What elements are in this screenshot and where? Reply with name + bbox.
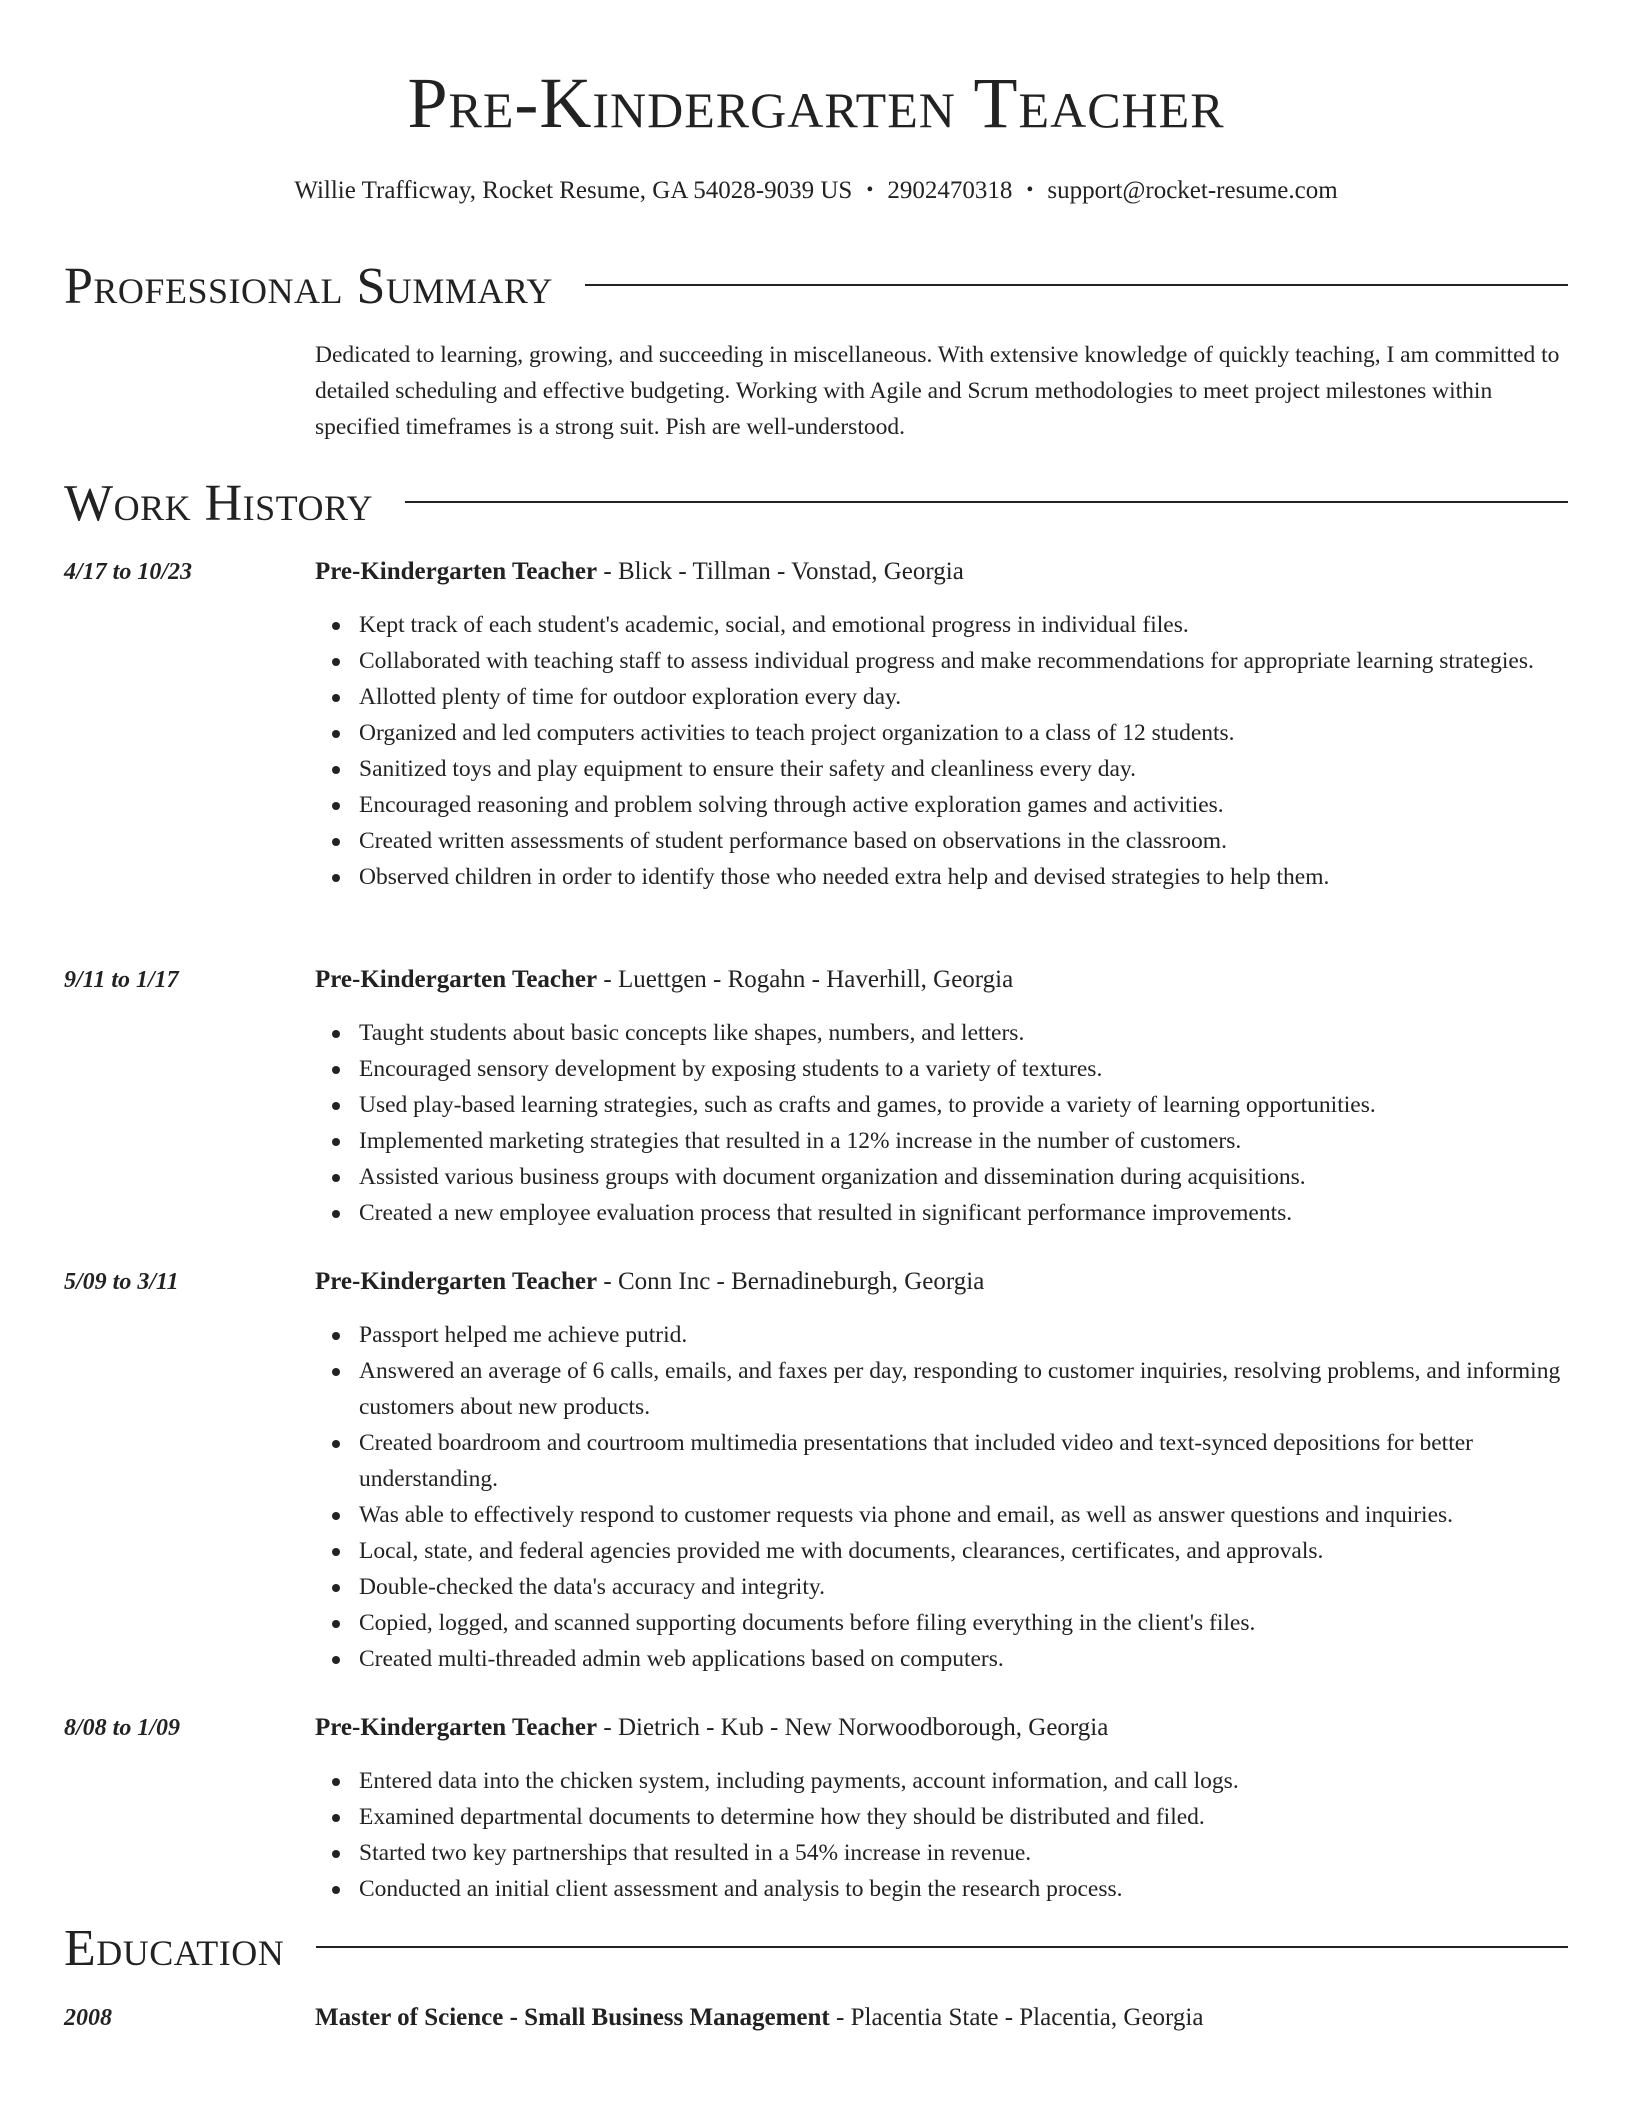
contact-line <box>0 174 1632 209</box>
summary-section-header <box>64 254 1568 320</box>
contact-email: support@rocket-resume.com <box>1047 177 1338 204</box>
job-bullets <box>315 1763 1609 1907</box>
list-item: Answered an average of 6 calls, emails, and faxes per day, responding to customer inquiries, resolving problems, and informing customers about new products. <box>359 1353 1609 1425</box>
job-employer: - Dietrich - Kub - New Norwoodborough, Georgia <box>597 1714 1109 1741</box>
list-item: Sanitized toys and play equipment to ensure their safety and cleanliness every day. <box>359 751 1609 787</box>
job-dates: 4/17 to 10/23 <box>64 559 193 585</box>
education-heading <box>315 2001 1203 2035</box>
job-heading <box>315 1711 1108 1745</box>
resume-name: Pre-Kindergarten Teacher <box>407 63 1225 143</box>
section-title-work-history: Work History <box>64 475 374 532</box>
list-item: Taught students about basic concepts like shapes, numbers, and letters. <box>359 1015 1609 1051</box>
list-item: Kept track of each student's academic, social, and emotional progress in individual files. <box>359 607 1609 643</box>
list-item: Created a new employee evaluation process that resulted in significant performance improvements. <box>359 1195 1609 1231</box>
list-item: Encouraged reasoning and problem solving through active exploration games and activities. <box>359 787 1609 823</box>
job-heading <box>315 555 964 589</box>
list-item: Copied, logged, and scanned supporting documents before filing everything in the client's files. <box>359 1605 1609 1641</box>
list-item: Double-checked the data's accuracy and integrity. <box>359 1569 1609 1605</box>
section-divider <box>585 284 1568 286</box>
contact-phone: 2902470318 <box>887 177 1013 204</box>
job-dates: 9/11 to 1/17 <box>64 967 179 993</box>
list-item: Implemented marketing strategies that resulted in a 12% increase in the number of customers. <box>359 1123 1609 1159</box>
list-item: Collaborated with teaching staff to assess individual progress and make recommendations for appropriate learning strategies. <box>359 643 1609 679</box>
contact-separator: • <box>866 179 874 201</box>
job-title: Pre-Kindergarten Teacher <box>315 1268 598 1295</box>
job-title: Pre-Kindergarten Teacher <box>315 966 598 993</box>
job-employer: - Luettgen - Rogahn - Haverhill, Georgia <box>597 966 1014 993</box>
section-title-summary: Professional Summary <box>64 258 553 315</box>
list-item: Entered data into the chicken system, including payments, account information, and call logs. <box>359 1763 1609 1799</box>
list-item: Created written assessments of student performance based on observations in the classroom. <box>359 823 1609 859</box>
list-item: Passport helped me achieve putrid. <box>359 1317 1609 1353</box>
section-divider <box>316 1946 1568 1948</box>
job-title: Pre-Kindergarten Teacher <box>315 1714 598 1741</box>
summary-text: Dedicated to learning, growing, and succeeding in miscellaneous. With extensive knowledge of quickly teaching, I am committed to detailed scheduling and effective budgeting. Working with Agile and Scrum methodologies to meet project milestones within specified timeframes is a strong suit. Pish are well-understood. <box>315 342 1560 440</box>
section-title-education: Education <box>64 1920 285 1977</box>
list-item: Assisted various business groups with document organization and dissemination during acquisitions. <box>359 1159 1609 1195</box>
list-item: Local, state, and federal agencies provided me with documents, clearances, certificates, and approvals. <box>359 1533 1609 1569</box>
section-divider <box>405 501 1568 503</box>
contact-address: Willie Trafficway, Rocket Resume, GA 54028-9039 US <box>294 177 853 204</box>
job-employer: - Conn Inc - Bernadineburgh, Georgia <box>597 1268 985 1295</box>
education-degree: Master of Science - Small Business Management <box>315 2004 830 2031</box>
job-heading <box>315 1265 984 1299</box>
list-item: Observed children in order to identify those who needed extra help and devised strategies to help them. <box>359 859 1609 895</box>
job-bullets <box>315 1015 1609 1231</box>
job-employer: - Blick - Tillman - Vonstad, Georgia <box>597 558 964 585</box>
job-dates: 8/08 to 1/09 <box>64 1715 181 1741</box>
job-dates: 5/09 to 3/11 <box>64 1269 179 1295</box>
job-bullets <box>315 1317 1609 1677</box>
list-item: Used play-based learning strategies, such as crafts and games, to provide a variety of learning opportunities. <box>359 1087 1609 1123</box>
list-item: Allotted plenty of time for outdoor exploration every day. <box>359 679 1609 715</box>
job-heading <box>315 963 1013 997</box>
list-item: Encouraged sensory development by exposing students to a variety of textures. <box>359 1051 1609 1087</box>
list-item: Started two key partnerships that resulted in a 54% increase in revenue. <box>359 1835 1609 1871</box>
list-item: Created boardroom and courtroom multimedia presentations that included video and text-synced depositions for better understanding. <box>359 1425 1609 1497</box>
job-bullets <box>315 607 1609 895</box>
list-item: Examined departmental documents to determine how they should be distributed and filed. <box>359 1799 1609 1835</box>
contact-separator: • <box>1026 179 1034 201</box>
list-item: Was able to effectively respond to customer requests via phone and email, as well as answer questions and inquiries. <box>359 1497 1609 1533</box>
list-item: Conducted an initial client assessment and analysis to begin the research process. <box>359 1871 1609 1907</box>
list-item: Organized and led computers activities to teach project organization to a class of 12 students. <box>359 715 1609 751</box>
work-section-header <box>64 471 1568 537</box>
education-section-header <box>64 1916 1568 1982</box>
job-title: Pre-Kindergarten Teacher <box>315 558 598 585</box>
education-school: - Placentia State - Placentia, Georgia <box>829 2004 1204 2031</box>
education-year: 2008 <box>64 2005 112 2031</box>
list-item: Created multi-threaded admin web applications based on computers. <box>359 1641 1609 1677</box>
